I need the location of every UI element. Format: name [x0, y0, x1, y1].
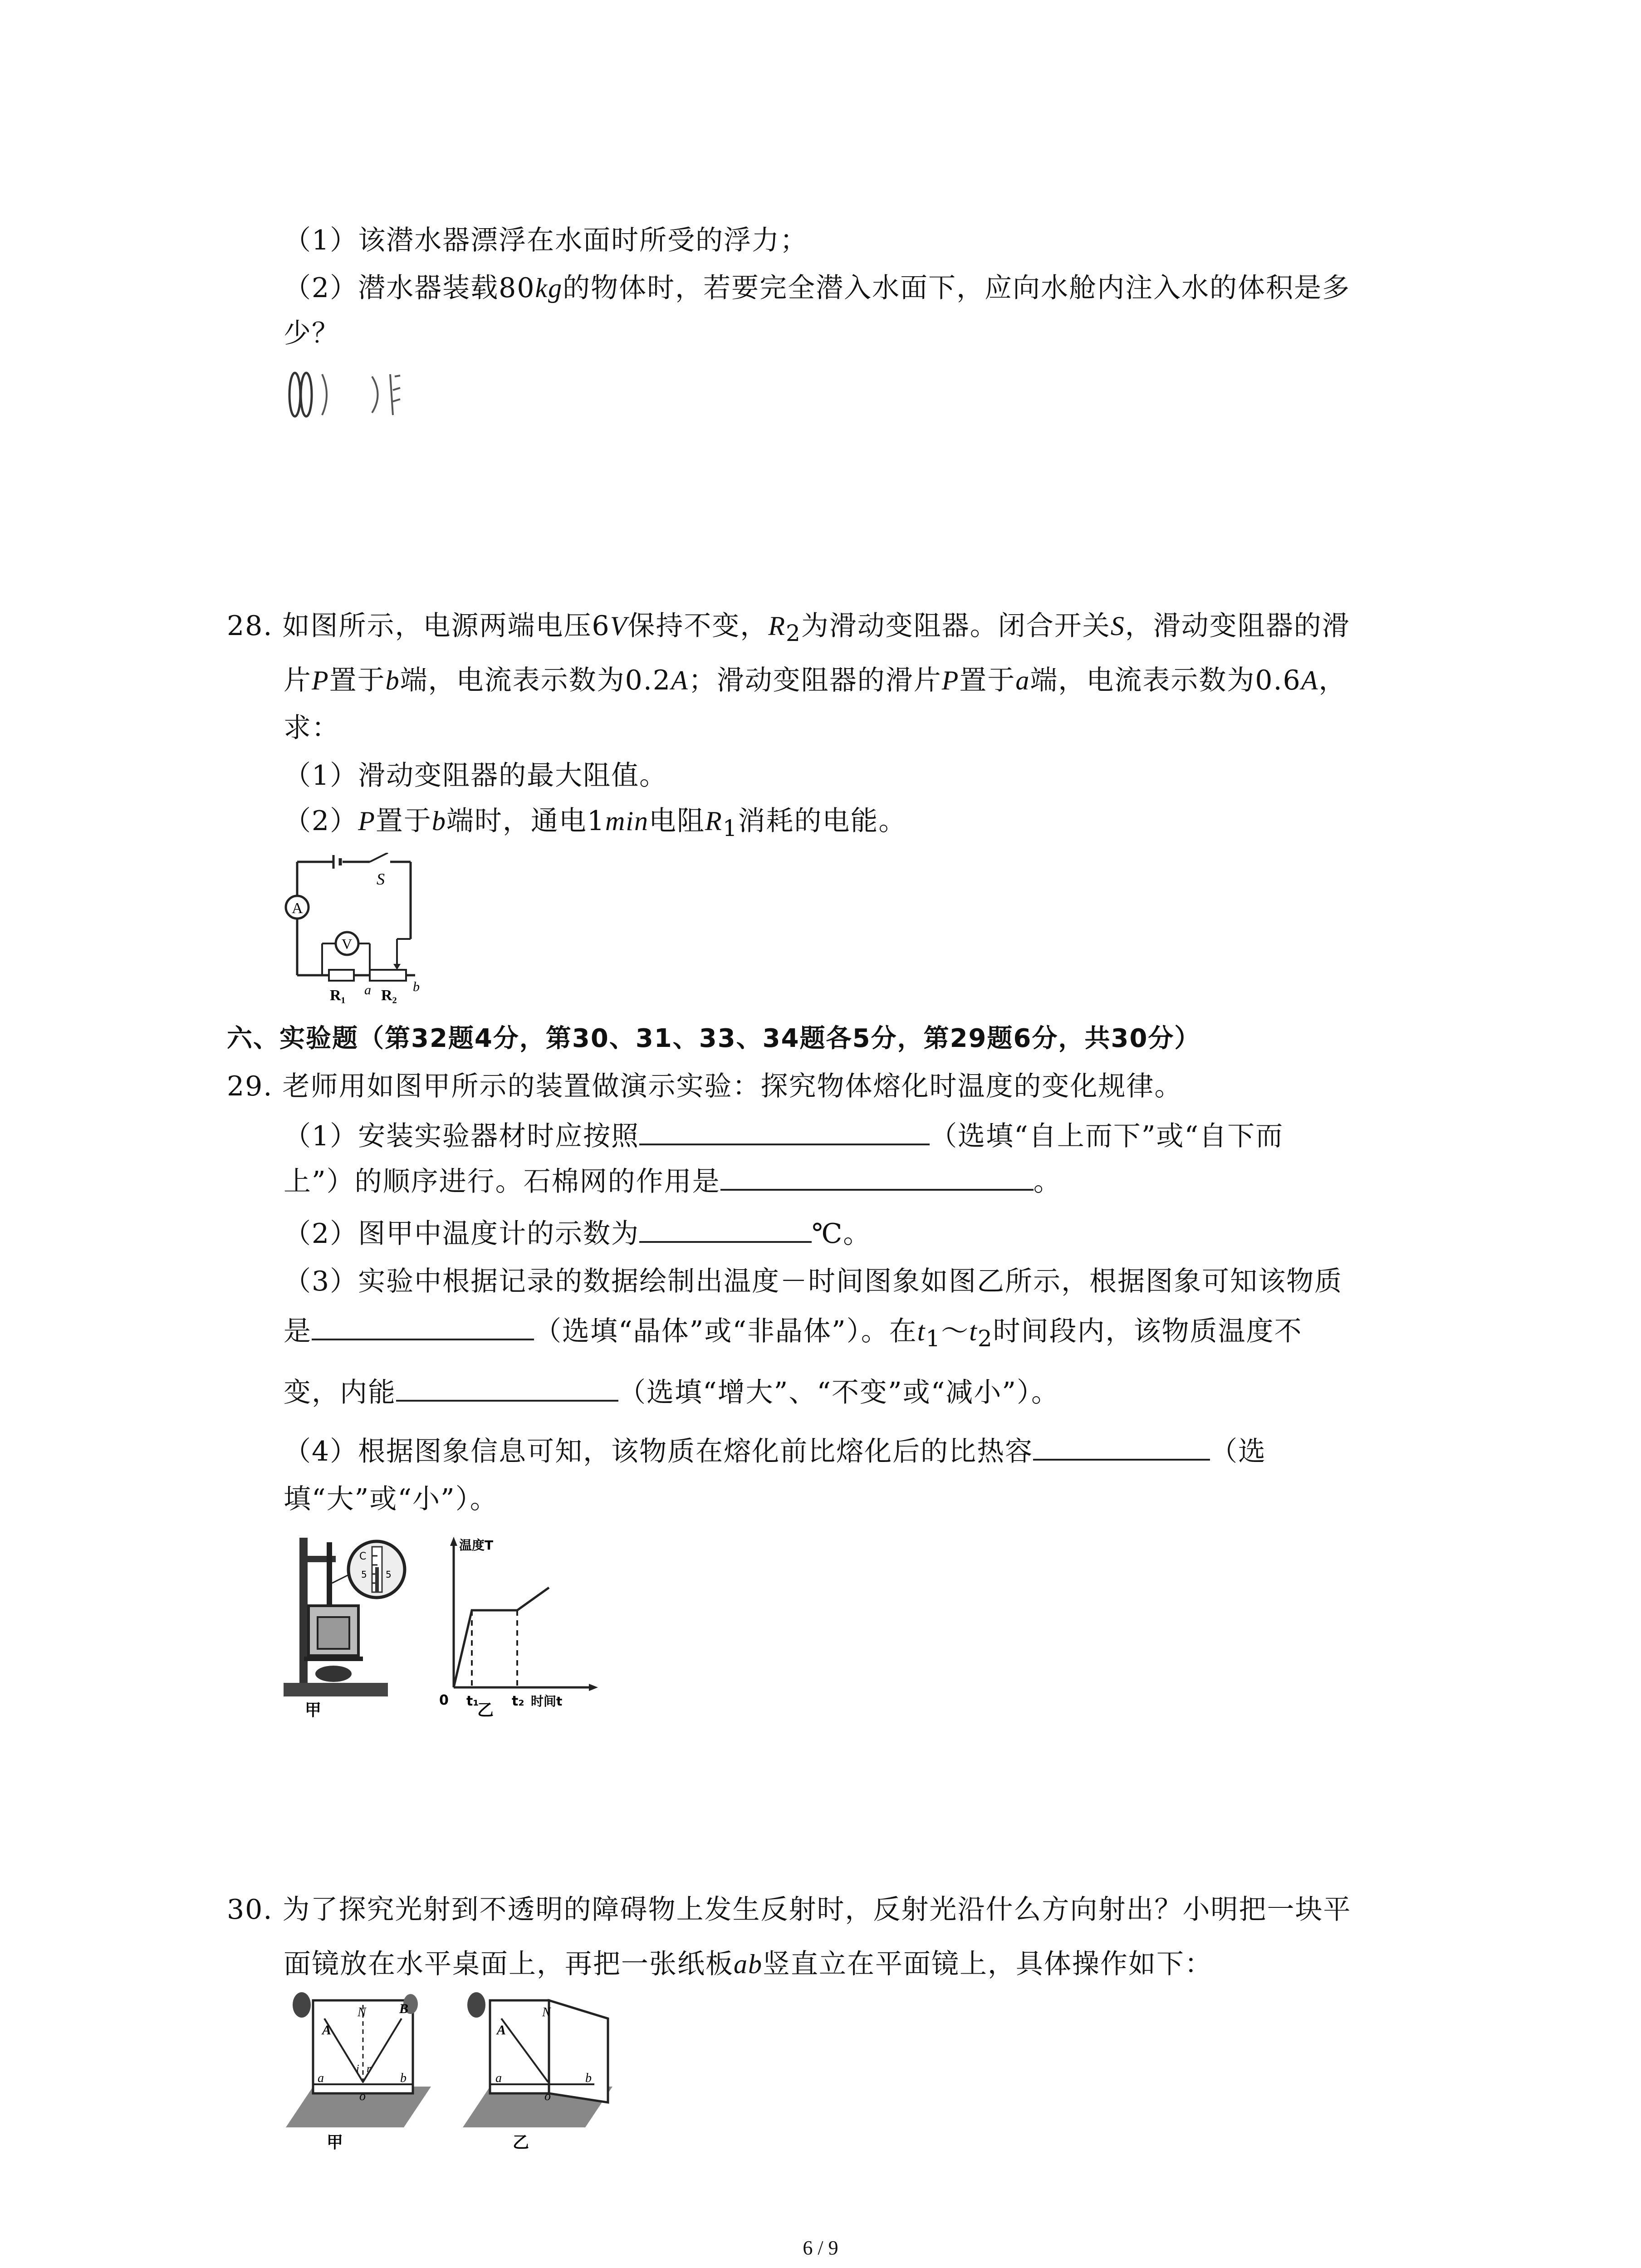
q28-line1: 28. 如图所示，电源两端电压6V保持不变，$R_2$为滑动变阻器。闭合开关S，滑动变阻器的滑 [227, 610, 1350, 646]
figure-caption-yi: 乙 [513, 2133, 529, 2152]
q29-intro: 29. 老师用如图甲所示的装置做演示实验：探究物体熔化时温度的变化规律。 [227, 1070, 1183, 1102]
svg-text:A: A [497, 2023, 506, 2038]
svg-text:N: N [542, 2005, 551, 2019]
q30-line1: 30. 为了探究光射到不透明的障碍物上发生反射时，反射光沿什么方向射出？小明把一块平 [227, 1894, 1352, 1926]
answer-blank[interactable] [312, 1313, 534, 1340]
svg-text:t₂: t₂ [512, 1693, 524, 1709]
svg-text:A: A [292, 900, 303, 917]
q27-submersible-figure-fragment [281, 363, 426, 426]
switch-label: S [377, 870, 385, 888]
q29-part3-line2: 是 （选填“晶体”或“非晶体”）。在$t_1\sim t_2$时间段内，该物质温度不 [284, 1313, 1303, 1357]
svg-text:o: o [359, 2089, 366, 2103]
figure-caption-yi: 乙 [477, 1701, 494, 1719]
q29-part3-line3: 变，内能 （选填“增大”、“不变”或“减小”）。 [284, 1374, 1059, 1411]
rheostat-r2-icon [370, 970, 406, 981]
svg-text:o: o [544, 2089, 551, 2103]
q28-circuit-diagram [279, 853, 442, 1007]
q29-part2: （2）图甲中温度计的示数为 ℃。 [284, 1216, 871, 1252]
svg-text:a: a [364, 982, 371, 997]
svg-text:A: A [322, 2023, 332, 2038]
q27-part1: （1）该潜水器漂浮在水面时所受的浮力； [284, 225, 808, 256]
figure-caption-jia: 甲 [305, 1701, 322, 1719]
q29-apparatus-figure [281, 1529, 408, 1719]
svg-text:5: 5 [386, 1569, 392, 1580]
q29-part1: （1）安装实验器材时应按照 （选填“自上而下”或“自下而 [284, 1118, 1283, 1154]
q30-reflection-figure-jia [281, 1991, 436, 2155]
q29-temperature-graph [436, 1533, 599, 1719]
svg-text:V: V [342, 936, 353, 952]
answer-blank[interactable] [639, 1216, 812, 1243]
q30-line2: 面镜放在水平桌面上，再把一张纸板ab竖直立在平面镜上，具体操作如下： [284, 1948, 1213, 1980]
svg-text:R₁: R₁ [330, 987, 346, 1004]
svg-text:C: C [359, 1551, 367, 1562]
answer-blank[interactable] [639, 1118, 930, 1145]
svg-text:a: a [318, 2071, 324, 2085]
q27-part2-continued: 少？ [284, 318, 340, 349]
svg-text:0: 0 [439, 1692, 449, 1708]
svg-text:b: b [585, 2071, 592, 2085]
svg-text:b: b [413, 979, 420, 994]
svg-text:5: 5 [361, 1569, 367, 1580]
q29-part4: （4）根据图象信息可知，该物质在熔化前比熔化后的比热容 （选 [284, 1433, 1266, 1470]
svg-text:b: b [400, 2071, 407, 2085]
q29-part3: （3）实验中根据记录的数据绘制出温度－时间图象如图乙所示，根据图象可知该物质 [284, 1266, 1343, 1297]
q29-part4-continued: 填“大”或“小”）。 [284, 1483, 498, 1515]
svg-text:i: i [356, 2063, 359, 2075]
graph-ylabel: 温度T [459, 1538, 494, 1553]
figure-caption-jia: 甲 [327, 2133, 343, 2152]
resistor-r1-icon [329, 970, 354, 981]
answer-blank[interactable] [720, 1163, 1034, 1191]
q28-part1: （1）滑动变阻器的最大阻值。 [284, 760, 668, 792]
page-number: 6 / 9 [803, 2237, 838, 2259]
q27-part2: （2）潜水器装载80kg的物体时，若要完全潜入水面下，应向水舱内注入水的体积是多 [284, 272, 1351, 304]
svg-text:r: r [367, 2063, 371, 2075]
section-heading: 六、实验题（第32题4分，第30、31、33、34题各5分，第29题6分，共30分） [227, 1024, 1201, 1053]
q28-part2: （2）P置于b端时，通电1min电阻$R_1$消耗的电能。 [284, 805, 907, 841]
svg-text:N: N [358, 2005, 366, 2019]
svg-text:t₁: t₁ [466, 1693, 479, 1709]
q28-line3: 求： [284, 712, 340, 744]
q29-part1-continued: 上”）的顺序进行。石棉网的作用是 。 [284, 1163, 1062, 1200]
q28-line2: 片P置于b端，电流表示数为0.2A；滑动变阻器的滑片P置于a端，电流表示数为0.6A， [284, 665, 1347, 696]
answer-blank[interactable] [396, 1374, 618, 1402]
svg-text:a: a [495, 2071, 502, 2085]
q30-reflection-figure-yi [458, 1991, 622, 2155]
answer-blank[interactable] [1033, 1433, 1210, 1461]
svg-text:R₂: R₂ [381, 987, 397, 1004]
svg-text:B: B [399, 2001, 409, 2016]
svg-text:时间t: 时间t [531, 1694, 563, 1709]
